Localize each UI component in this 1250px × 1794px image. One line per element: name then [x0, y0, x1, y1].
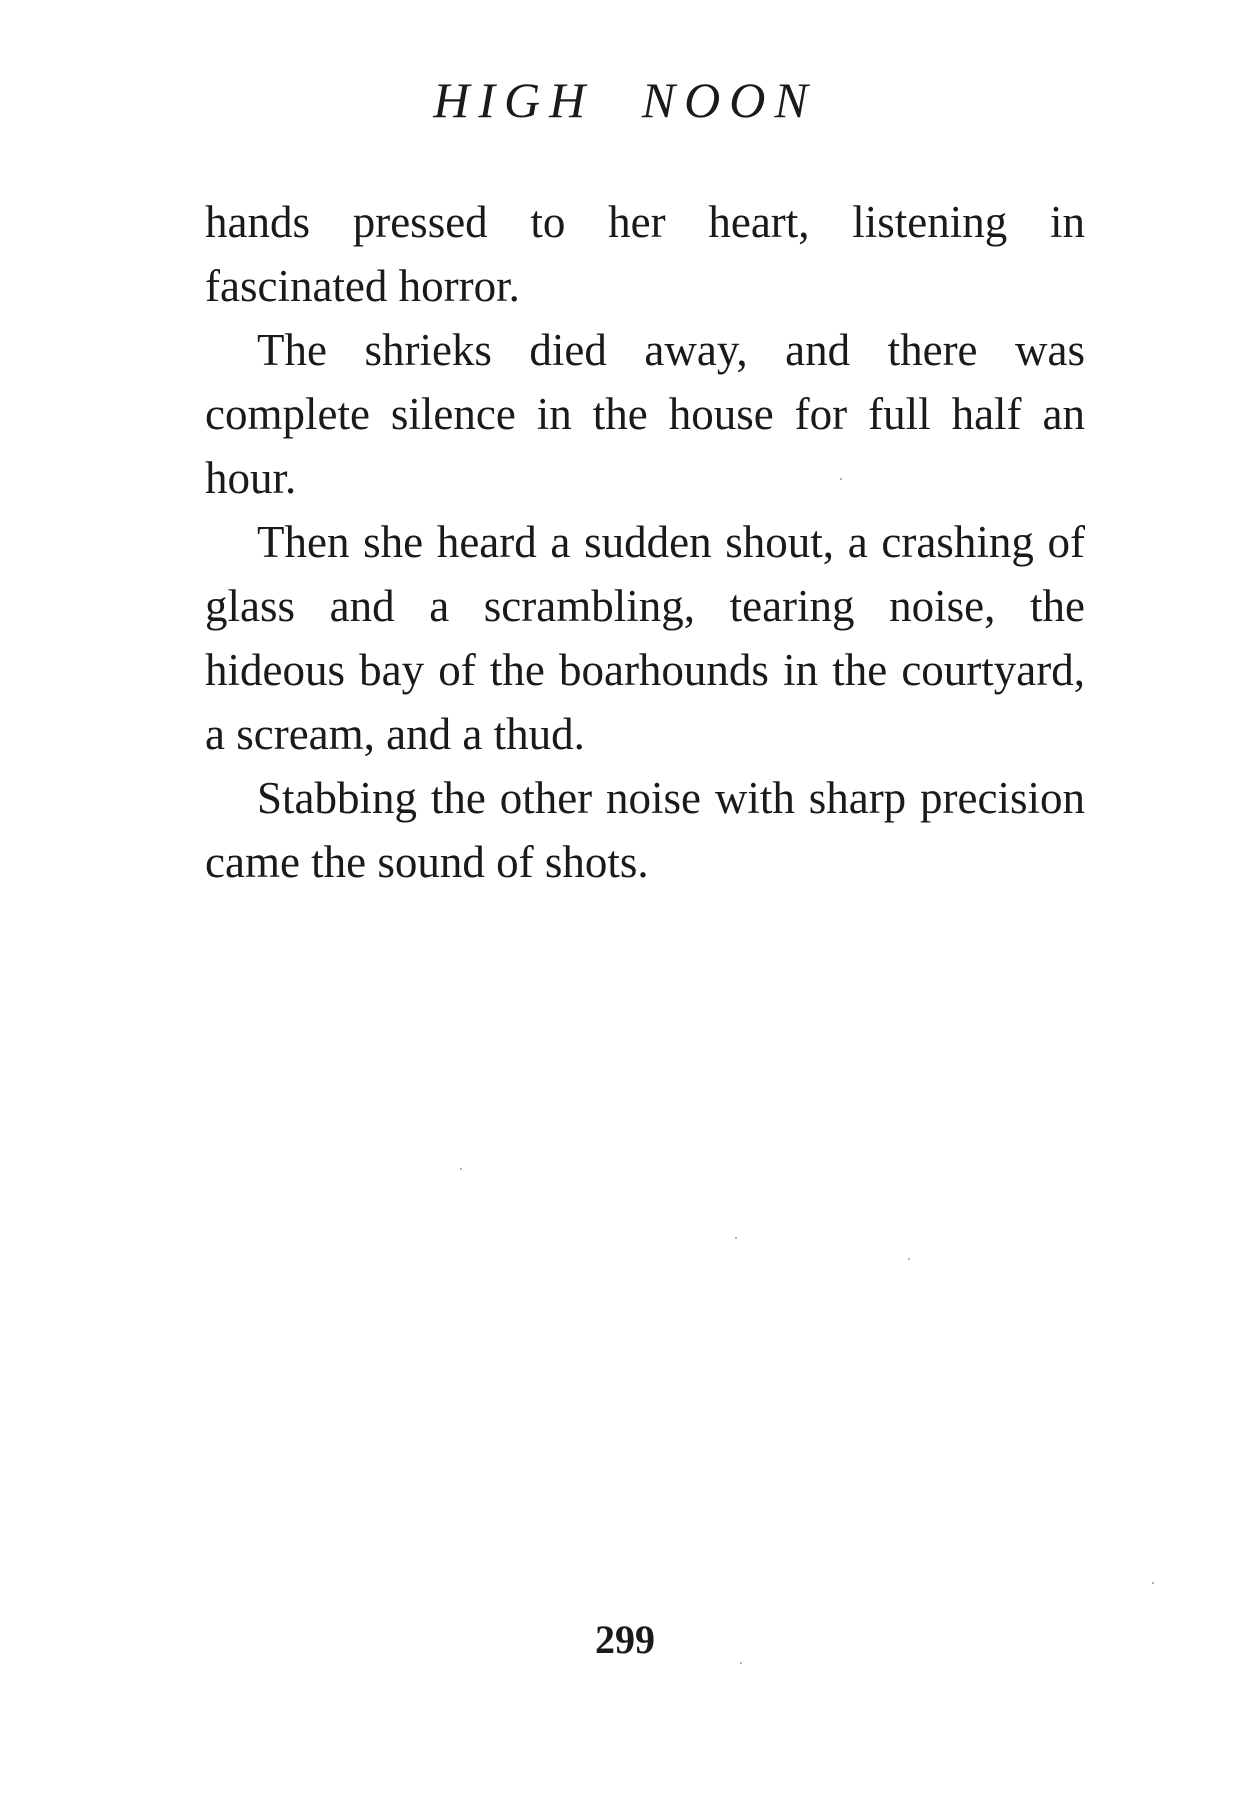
paragraph: Then she heard a sudden shout, a crashing of glass and a scrambling, tearing noise, the hideous bay of the boarhounds in the courtyard, a scream, and a thud. — [205, 517, 1085, 759]
scan-speck — [740, 1662, 742, 1664]
scan-speck — [840, 478, 842, 480]
body-text — [205, 190, 1085, 894]
page-number: 299 — [595, 1617, 655, 1662]
paragraph-continued: hands pressed to her heart, listening in fascinated horror. — [205, 197, 1085, 311]
running-head: HIGH NOON — [433, 72, 817, 128]
scan-speck — [908, 1258, 910, 1260]
scan-speck — [1152, 1582, 1154, 1584]
paragraph: The shrieks died away, and there was complete silence in the house for full half an hour. — [205, 325, 1085, 503]
scan-speck — [735, 1237, 737, 1239]
scan-speck — [460, 1168, 462, 1170]
paragraph: Stabbing the other noise with sharp precision came the sound of shots. — [205, 773, 1085, 887]
